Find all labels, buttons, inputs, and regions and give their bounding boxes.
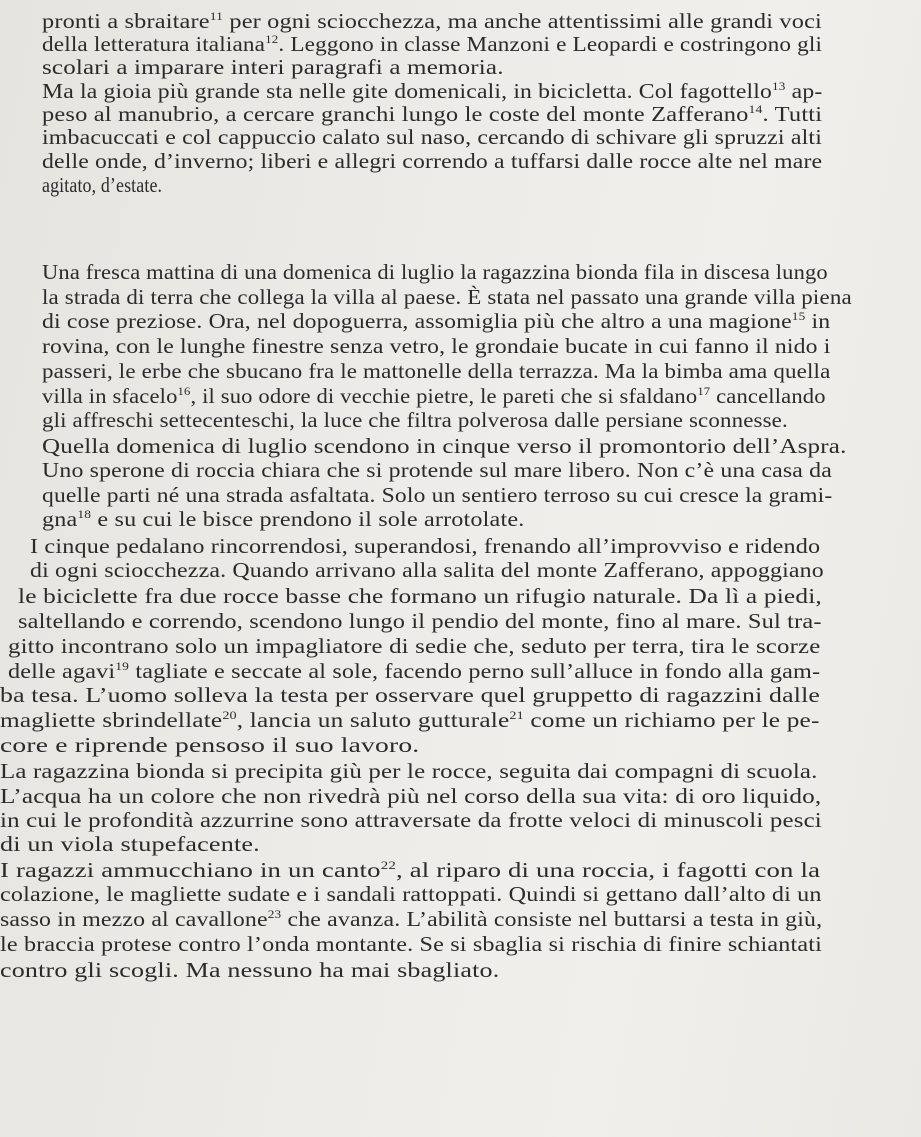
text-line: di ogni sciocchezza. Quando arrivano alla salita del monte Zafferano, appoggiano xyxy=(30,558,824,582)
text-line: la strada di terra che collega la villa al paese. È stata nel passato una grande villa piena xyxy=(42,285,852,309)
text-line: I ragazzi ammucchiano in un canto$^{22}$, al riparo di una roccia, i fagotti con la xyxy=(0,858,821,882)
text-line: le braccia protese contro l’onda montante. Se si sbaglia si rischia di finire schiantati xyxy=(0,932,823,956)
text-line: Una fresca mattina di una domenica di luglio la ragazzina bionda fila in discesa lungo xyxy=(42,260,828,284)
text-line: Quella domenica di luglio scendono in cinque verso il promontorio dell’Aspra. xyxy=(42,434,847,458)
text-line: di un viola stupefacente. xyxy=(0,832,260,856)
text-line: magliette sbrindellate$^{20}$, lancia un saluto gutturale$^{21}$ come un richiamo per le pe- xyxy=(0,708,820,732)
text-line: Uno sperone di roccia chiara che si protende sul mare libero. Non c’è una casa da xyxy=(42,458,833,482)
text-line: quelle parti né una strada asfaltata. Solo un sentiero terroso su cui cresce la grami- xyxy=(42,483,833,507)
text-line: ba tesa. L’uomo solleva la testa per osservare quel gruppetto di ragazzini dalle xyxy=(0,683,821,707)
text-line: colazione, le magliette sudate e i sandali rattoppati. Quindi si gettano dall’alto di un xyxy=(0,882,822,906)
text-line: delle onde, d’inverno; liberi e allegri correndo a tuffarsi dalle rocce alte nel mare xyxy=(42,149,823,173)
text-line: di cose preziose. Ora, nel dopoguerra, assomiglia più che altro a una magione$^{15}$ in xyxy=(42,309,831,333)
text-line: Ma la gioia più grande sta nelle gite domenicali, in bicicletta. Col fagottello$^{13}$ ap- xyxy=(42,79,823,103)
text-line: passeri, le erbe che sbucano fra le mattonelle della terrazza. Ma la bimba ama quella xyxy=(42,359,831,383)
text-line: imbacuccati e col cappuccio calato sul naso, cercando di schivare gli spruzzi alti xyxy=(42,125,822,149)
text-line: in cui le profondità azzurrine sono attraversate da frotte veloci di minuscoli pesci xyxy=(0,808,822,832)
text-line: della letteratura italiana$^{12}$. Leggono in classe Manzoni e Leopardi e costringono gli xyxy=(42,32,823,56)
text-line: gli affreschi settecenteschi, la luce che filtra polverosa dalle persiane sconnesse. xyxy=(42,408,788,432)
text-line: gna$^{18}$ e su cui le bisce prendono il sole arrotolate. xyxy=(42,507,525,531)
text-line: pronti a sbraitare$^{11}$ per ogni sciocchezza, ma anche attentissimi alle grandi voci xyxy=(42,9,822,33)
text-line: villa in sfacelo$^{16}$, il suo odore di vecchie pietre, le pareti che si sfaldano$^{17}$ cancellando xyxy=(42,384,826,408)
text-line: sasso in mezzo al cavallone$^{23}$ che avanza. L’abilità consiste nel buttarsi a testa in giù, xyxy=(0,907,823,931)
text-line: le biciclette fra due rocce basse che formano un rifugio naturale. Da lì a piedi, xyxy=(18,584,822,608)
text-line: peso al manubrio, a cercare granchi lungo le coste del monte Zafferano$^{14}$. Tutti xyxy=(42,102,823,126)
text-line: I cinque pedalano rincorrendosi, superandosi, frenando all’improvviso e ridendo xyxy=(30,534,821,558)
text-line: rovina, con le lunghe finestre senza vetro, le grondaie bucate in cui fanno il nido i xyxy=(42,334,831,358)
text-line: saltellando e correndo, scendono lungo il pendio del monte, fino al mare. Sul tra- xyxy=(18,609,822,633)
text-line: La ragazzina bionda si precipita giù per le rocce, seguita dai compagni di scuola. xyxy=(0,759,818,783)
text-line: scolari a imparare interi paragrafi a memoria. xyxy=(42,55,504,79)
text-line: delle agavi$^{19}$ tagliate e seccate al sole, facendo perno sull’alluce in fondo alla gam- xyxy=(8,659,821,683)
text-line: contro gli scogli. Ma nessuno ha mai sbagliato. xyxy=(0,958,500,982)
text-line: gitto incontrano solo un impagliatore di sedie che, seduto per terra, tira le scorze xyxy=(8,634,821,658)
text-line: core e riprende pensoso il suo lavoro. xyxy=(0,733,420,757)
text-line: agitato, d’estate. xyxy=(42,173,163,197)
text-line: L’acqua ha un colore che non rivedrà più nel corso della sua vita: di oro liquido, xyxy=(0,784,822,808)
